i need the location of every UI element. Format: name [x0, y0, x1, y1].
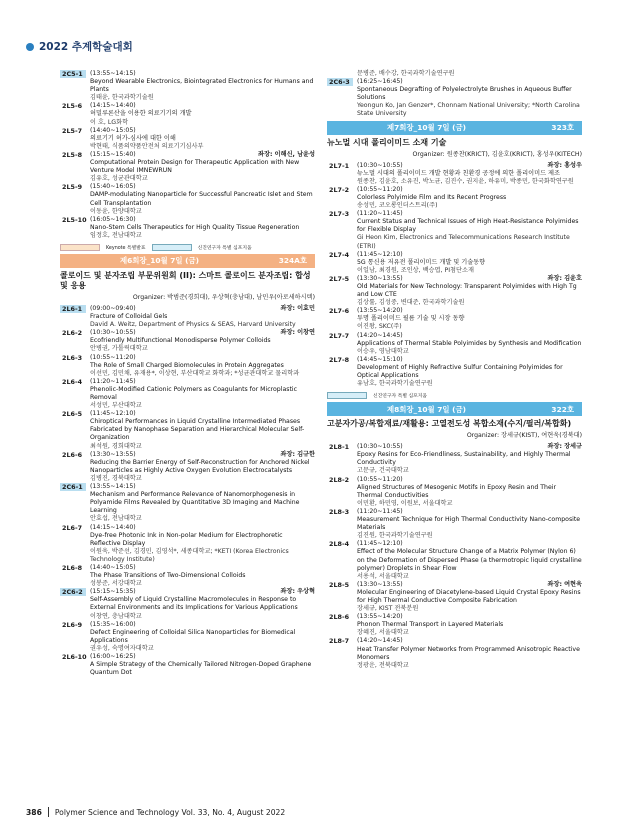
talk-authors: 성봉준, 서강대학교	[90, 580, 142, 588]
page-footer	[26, 807, 285, 817]
time-line	[90, 621, 315, 629]
time-slot: (13:55~14:15)	[90, 483, 136, 491]
talk-title: DAMP-modulating Nanoparticle for Successful Pancreatic Islet and Stem Cell Transplantation	[90, 191, 313, 207]
talk-title: Colorless Polyimide Film and Its Recent Progress	[357, 193, 507, 201]
program-row	[60, 588, 315, 620]
time-line	[90, 378, 315, 386]
talk-title: Chiroptical Performances in Liquid Crystalline Intermediated Phases Fabricated by Nanophase Separation and Hierarchical Molecular Self-Organization	[90, 418, 305, 442]
session-code: 2L6-4	[62, 377, 83, 386]
talk-block	[90, 588, 315, 620]
program-row	[327, 186, 582, 210]
chair-label: 좌장: 여현욱	[547, 580, 582, 588]
chair-label: 좌장: 김윤호	[547, 274, 582, 282]
session-code: 2L6-3	[62, 353, 83, 362]
talk-block	[90, 151, 315, 183]
program-row	[327, 307, 582, 331]
talk-block	[90, 524, 315, 564]
time-slot: (10:30~10:55)	[357, 443, 403, 451]
time-slot: (10:30~10:55)	[357, 161, 403, 169]
talk-title: Measurement Technique for High Thermal Conductivity Nano-composite Materials	[357, 516, 581, 532]
session-code: 2L5-7	[62, 126, 83, 135]
time-slot: (14:40~15:05)	[90, 563, 136, 571]
talk-title: 허밀루론산을 이용한 의료기기의 개발	[90, 110, 192, 118]
session-code: 2L6-8	[62, 563, 83, 572]
time-line	[357, 476, 582, 484]
page-number: 386	[26, 807, 42, 817]
talk-block	[357, 70, 582, 78]
legend	[60, 244, 315, 251]
footer-divider	[48, 807, 49, 817]
session-code: 2L8-2	[329, 475, 350, 484]
session-room-date: 제7회장_10월 7일 (금)	[387, 123, 467, 133]
talk-authors: 문병준, 배수강, 한국과학기술연구원	[357, 70, 455, 77]
time-slot: (10:55~11:20)	[357, 185, 403, 193]
time-slot: (11:20~11:45)	[357, 210, 403, 218]
session-room: 323호	[551, 123, 574, 133]
talk-title: The Phase Transitions of Two-Dimensional Colloids	[90, 572, 246, 580]
talk-block	[357, 613, 582, 637]
chair-label: 좌장: 우상혁	[280, 588, 315, 596]
chair-label: 좌장: 장세규	[547, 443, 582, 451]
time-slot: (13:30~13:55)	[357, 274, 403, 282]
program-row	[60, 183, 315, 215]
talk-authors: 고문규, 건국대학교	[357, 467, 409, 475]
session-code: 2C6-3	[327, 78, 357, 118]
time-line	[357, 78, 582, 86]
talk-authors: 최석원, 경희대학교	[90, 442, 142, 450]
talk-authors: 이선민, 김민채, 유재용*, 이상현, 부산대학교 화학과; *성균관대학교 물리학과	[90, 369, 300, 377]
program-row	[327, 275, 582, 307]
talk-authors: 이민환, 하민영, 이원보, 서울대학교	[357, 499, 453, 507]
time-slot: (10:55~11:20)	[90, 353, 136, 361]
time-slot: (13:30~13:55)	[357, 580, 403, 588]
talk-title: Beyond Wearable Electronics, Biointegrated Electronics for Humans and Plants	[90, 78, 314, 94]
talk-authors: 장혜진, 서울대학교	[357, 629, 409, 637]
talk-title: Old Materials for New Technology: Transparent Polyimides with High Tg and Low CTE	[357, 282, 577, 299]
talk-block	[90, 329, 315, 353]
session-code: 2L6-6	[62, 450, 83, 459]
time-line	[90, 410, 315, 418]
bullet-icon	[26, 43, 34, 51]
chair-label: 좌장: 이창연	[280, 329, 315, 337]
talk-authors: 이 호, LG화학	[90, 118, 129, 126]
session-organizer: Organizer: 박범준(경희대), 우상혁(충남대), 남민우(아로세하시텍)	[132, 293, 315, 301]
session-room-date: 제6회장_10월 7일 (금)	[120, 256, 200, 266]
talk-block	[90, 127, 315, 151]
talk-block	[357, 307, 582, 331]
session-code: 2L8-6	[329, 613, 350, 622]
session-code: 2L7-7	[329, 331, 350, 340]
program-row	[60, 305, 315, 329]
session-code: 2L5-6	[62, 102, 83, 111]
program-row	[327, 210, 582, 250]
talk-title: Fracture of Colloidal Gels	[90, 313, 168, 321]
time-line	[90, 329, 315, 337]
time-slot: (15:35~16:00)	[90, 620, 136, 628]
time-slot: (11:45~12:10)	[90, 410, 136, 418]
talk-block	[357, 476, 582, 508]
program-row	[327, 613, 582, 637]
time-line	[90, 564, 315, 572]
session-code: 2L8-1	[329, 443, 350, 452]
talk-block	[357, 443, 582, 475]
right-column	[327, 70, 582, 670]
time-slot: (14:45~15:10)	[357, 355, 403, 363]
session-code: 2L6-5	[62, 410, 83, 419]
talk-authors: Gi Heon Kim, Electronics and Telecommunications Research Institute (ETRI)	[357, 234, 570, 250]
time-slot: (14:15~14:40)	[90, 102, 136, 110]
program-row	[327, 508, 582, 540]
program-row	[60, 70, 315, 102]
time-line	[90, 127, 315, 135]
program-row	[60, 378, 315, 410]
session-code: 2L7-5	[329, 274, 350, 283]
talk-block	[90, 305, 315, 329]
session-title: 고분자가공/복합재료/재활용: 고열전도성 복합소재(수지/필러/복합화)	[327, 419, 572, 429]
talk-block	[90, 410, 315, 450]
talk-block	[357, 508, 582, 540]
session-code: 2L6-2	[62, 329, 83, 338]
time-line	[357, 186, 582, 194]
talk-authors: 안병권, 가톨릭대학교	[90, 345, 148, 353]
session-code: 2L6-9	[62, 620, 83, 629]
talk-title: Mechanism and Performance Relevance of Nanomorphogenesis in Polyamide Films Revealed by Quantitative 3D Imaging and Machine Learning	[90, 491, 300, 515]
young-swatch	[152, 244, 192, 251]
talk-authors: 이일남, 최경원, 조인상, 백승엽, PI첨단소재	[357, 266, 474, 274]
session-organizer: Organizer: 장세규(KIST), 여현욱(경북대)	[466, 432, 582, 440]
time-slot: (15:40~16:05)	[90, 183, 136, 191]
session-header-bar	[327, 402, 582, 416]
time-line	[357, 275, 582, 283]
time-slot: (14:20~14:45)	[357, 637, 403, 645]
talk-authors: 안효섭, 전남대학교	[90, 515, 142, 523]
talk-authors: 서성민, 부산대학교	[90, 402, 142, 410]
young-swatch	[327, 392, 367, 399]
session-code: 2L8-5	[329, 580, 350, 589]
talk-authors: 이진왕, SKC(주)	[357, 323, 402, 331]
left-column	[60, 70, 315, 677]
program-row	[60, 354, 315, 378]
talk-title: 5G 통신용 저유전 폴리이미드 개발 및 기술동향	[357, 258, 486, 266]
session-code: 2C6-2	[60, 588, 90, 620]
talk-title: A Simple Strategy of the Chemically Tailored Nitrogen-Doped Graphene Quantum Dot	[90, 661, 312, 677]
talk-authors: 장세규, KIST 전북분원	[357, 605, 419, 613]
talk-authors: 서용석, 서울대학교	[357, 572, 409, 580]
journal-name: Polymer Science and Technology Vol. 33, No. 4, August 2022	[54, 807, 286, 817]
young-label: 신진연구자 특별 심포지움	[197, 245, 252, 251]
program-row	[60, 653, 315, 677]
talk-block	[90, 451, 315, 483]
program-row	[327, 332, 582, 356]
program-row	[60, 410, 315, 450]
talk-block	[90, 102, 315, 126]
time-line	[90, 483, 315, 491]
talk-authors: Yeongun Ko, Jan Genzer*, Chonnam National University; *North Carolina State University	[357, 102, 580, 118]
time-slot: (13:55~14:15)	[90, 70, 136, 77]
session-code: 2L5-9	[62, 183, 83, 192]
time-line	[357, 508, 582, 516]
session-title: 콜로이드 및 분자조립 부문위원회 (II): 스마트 콜로이드 분자조립: 합성 및 응용	[60, 270, 311, 290]
time-line	[90, 653, 315, 661]
time-line	[357, 251, 582, 259]
program-row	[60, 564, 315, 588]
talk-title: Defect Engineering of Colloidal Silica Nanoparticles for Biomedical Applications	[90, 628, 296, 644]
talk-authors: 이원욱, 박준선, 김경민, 김영석*, 세종대학교; *KETI (Korea Electronics Technology Institute)	[90, 547, 289, 563]
talk-block	[357, 581, 582, 613]
talk-block	[90, 378, 315, 410]
session-code: 2L8-7	[329, 637, 350, 646]
talk-title: Self-Assembly of Liquid Crystalline Macromolecules in Response to External Environments and its Implications for Various Applications	[90, 596, 298, 612]
talk-title: Reducing the Barrier Energy of Self-Reconstruction for Anchored Nickel Nanoparticles as Highly Active Oxygen Evolution Electrocatalysts	[90, 458, 310, 474]
talk-title: Epoxy Resins for Eco-Friendliness, Sustainability, and Highly Thermal Conductivity	[357, 451, 571, 467]
talk-title: Spontaneous Degrafting of Polyelectrolyte Brushes in Aqueous Buffer Solutions	[357, 86, 572, 102]
talk-block	[90, 354, 315, 378]
time-slot: (16:00~16:25)	[90, 653, 136, 660]
chair-label: 좌장: 김규한	[280, 450, 315, 458]
time-line	[90, 183, 315, 191]
young-label: 신진연구자 특별 심포지움	[373, 394, 428, 400]
program-row	[327, 637, 582, 669]
time-slot: (16:25~16:45)	[357, 78, 403, 86]
talk-authors: 김병진, 경북대학교	[90, 474, 142, 482]
talk-title: Heat Transfer Polymer Networks from Programmed Anisotropic Reactive Monomers	[357, 645, 580, 661]
talk-authors: David A. Weitz, Department of Physics & SEAS, Harvard University	[90, 321, 296, 329]
time-slot: (10:30~10:55)	[90, 329, 136, 337]
program-row	[327, 581, 582, 613]
talk-authors: 이창연, 충남대학교	[90, 612, 142, 620]
talk-block	[357, 332, 582, 356]
talk-title: Applications of Thermal Stable Polyimides by Synthesis and Modification	[357, 339, 582, 347]
time-line	[357, 581, 582, 589]
keynote-label: Keynote 특별발표	[106, 245, 146, 251]
talk-authors: 정광운, 전북대학교	[357, 661, 409, 669]
time-slot: (14:20~14:45)	[357, 331, 403, 339]
talk-title: Dye-free Photonic Ink in Non-polar Medium for Electrophoretic Reflective Display	[90, 531, 283, 547]
session-code: 2L8-4	[329, 540, 350, 549]
time-line	[357, 540, 582, 548]
time-line	[357, 637, 582, 645]
time-slot: (16:05~16:30)	[90, 215, 136, 223]
talk-title: Computational Protein Design for Therapeutic Application with New Venture Model IMNEWRUN	[90, 159, 300, 175]
program-row	[327, 251, 582, 275]
time-slot: (13:55~14:20)	[357, 307, 403, 315]
talk-authors: 권우성, 숙명여자대학교	[90, 644, 154, 652]
time-line	[357, 613, 582, 621]
talk-authors: 임정호, 전남대학교	[90, 231, 142, 239]
chair-label: 좌장: 홍성우	[547, 161, 582, 169]
talk-title: Effect of the Molecular Structure Change of a Matrix Polymer (Nylon 6) on the Deformation of Dispersed Phase (a thermotropic liquid crystalline polymer) Droplets in Shear Flow	[357, 548, 582, 572]
talk-authors: 원종찬, 김윤호, 소유진, 박노균, 김진수, 권지윤, 하유미, 박종민, 한국화학연구원	[357, 177, 574, 185]
time-slot: (11:45~12:10)	[357, 540, 403, 548]
session-code: 2L5-8	[62, 150, 83, 159]
talk-title: Molecular Engineering of Diacetylene-based Liquid Crystal Epoxy Resins for High Thermal Conductive Composite Fabrication	[357, 588, 581, 604]
time-line	[90, 305, 315, 313]
keynote-swatch	[60, 244, 100, 251]
session-header-bar	[327, 121, 582, 135]
talk-title: 의료기기 허가-심사에 대한 이해	[90, 134, 176, 142]
talk-title: Phonon Thermal Transport in Layered Materials	[357, 621, 504, 629]
session-code: 2L5-10	[62, 215, 87, 224]
talk-block	[357, 637, 582, 669]
talk-title: Aligned Structures of Mesogenic Motifs in Epoxy Resin and Their Thermal Conductivities	[357, 483, 557, 499]
program-row	[327, 443, 582, 475]
talk-authors: 박현태, 식품의약품안전처 의료기기심사부	[90, 142, 204, 150]
time-line	[357, 332, 582, 340]
session-code: 2L6-10	[62, 653, 87, 661]
time-line	[90, 451, 315, 459]
talk-title: Phenolic-Modified Cationic Polymers as Coagulants for Microplastic Removal	[90, 385, 298, 401]
program-row	[327, 356, 582, 388]
program-row	[60, 329, 315, 353]
talk-block	[357, 356, 582, 388]
time-slot: (09:00~09:40)	[90, 304, 136, 312]
program-row	[60, 216, 315, 240]
session-title: 뉴노멀 시대 폴리이미드 소재 기술	[327, 137, 447, 147]
program-row	[60, 127, 315, 151]
program-row	[60, 102, 315, 126]
time-slot: (15:15~15:40)	[90, 150, 136, 158]
session-room-date: 제8회장_10월 7일 (금)	[387, 404, 467, 414]
time-slot: (11:20~11:45)	[357, 507, 403, 515]
program-row	[327, 540, 582, 580]
talk-block	[90, 653, 315, 677]
time-line	[90, 524, 315, 532]
session-code: 2L7-6	[329, 307, 350, 316]
talk-block	[90, 216, 315, 240]
talk-block	[357, 251, 582, 275]
talk-block	[357, 210, 582, 250]
talk-title: Ecofriendly Multifunctional Monodisperse Polymer Colloids	[90, 337, 271, 345]
talk-title: 뉴노멀 시대의 폴리이미드 개발 현황과 친환경 공정에 의한 폴리이미드 제조	[357, 169, 560, 177]
program-row	[327, 162, 582, 186]
chair-label: 좌장: 이효민	[280, 304, 315, 312]
time-slot: (13:55~14:20)	[357, 613, 403, 621]
talk-title: Development of Highly Refractive Sulfur Containing Polyimides for Optical Applications	[357, 363, 563, 379]
session-organizer: Organizer: 원종찬(KRICT), 김윤호(KRICT), 홍성우(KITECH)	[412, 150, 582, 158]
session-room: 322호	[551, 404, 574, 414]
talk-block	[90, 564, 315, 588]
time-line	[357, 210, 582, 218]
session-code: 2L7-3	[329, 210, 350, 219]
talk-authors: 김상률, 김성중, 변대준, 한국과학기술원	[357, 299, 465, 307]
session-header-bar	[60, 254, 315, 268]
time-slot: (10:55~11:20)	[357, 475, 403, 483]
talk-title: Current Status and Technical Issues of High Heat-Resistance Polyimides for Flexible Display	[357, 218, 579, 234]
program-row	[60, 451, 315, 483]
time-slot: (14:15~14:40)	[90, 523, 136, 531]
session-code: 2L6-1	[60, 305, 90, 329]
time-slot: (15:15~15:35)	[90, 588, 136, 596]
time-line	[90, 70, 315, 78]
time-line	[90, 354, 315, 362]
program-row	[327, 78, 582, 118]
talk-authors: 김유호, 성균관대학교	[90, 175, 148, 183]
time-line	[357, 443, 582, 451]
program-row	[60, 151, 315, 183]
time-slot: (11:45~12:10)	[357, 250, 403, 258]
time-line	[357, 356, 582, 364]
talk-block	[357, 186, 582, 210]
time-line	[90, 151, 315, 159]
talk-authors: 송성민, 코오롱인더스트리(주)	[357, 202, 438, 210]
time-slot: (11:20~11:45)	[90, 377, 136, 385]
session-code: 2L7-2	[329, 185, 350, 194]
session-code: 2C5-1	[60, 70, 90, 102]
talk-block	[357, 275, 582, 307]
legend-right	[327, 392, 582, 399]
session-code	[327, 70, 357, 78]
talk-title: 투명 폴리이미드 필름 기술 및 시장 동향	[357, 315, 465, 323]
program-row	[327, 70, 582, 78]
time-line	[90, 588, 315, 596]
time-line	[357, 162, 582, 170]
session-code: 2L7-1	[329, 161, 350, 170]
talk-authors: 김진원, 한국과학기술연구원	[357, 532, 433, 540]
program-row	[60, 483, 315, 523]
time-slot: (13:30~13:55)	[90, 450, 136, 458]
talk-block	[357, 540, 582, 580]
talk-block	[90, 70, 315, 102]
talk-block	[90, 183, 315, 215]
talk-authors: 유남호, 한국과학기술연구원	[357, 380, 433, 388]
talk-title: Nano-Stem Cells Therapeutics for High Quality Tissue Regeneration	[90, 223, 300, 231]
session-code: 2L6-7	[62, 523, 83, 532]
talk-title: The Role of Small Charged Biomolecules in Protein Aggregates	[90, 361, 284, 369]
talk-block	[357, 78, 582, 118]
chair-label: 좌장: 이해신, 남윤성	[258, 150, 315, 158]
header-title: 2022 추계학술대회	[39, 41, 133, 53]
program-row	[60, 524, 315, 564]
session-code: 2L7-4	[329, 250, 350, 259]
session-code: 2L8-3	[329, 507, 350, 516]
talk-authors: 이승우, 영남대학교	[357, 347, 409, 355]
session-code: 2L7-8	[329, 355, 350, 364]
session-room: 324A호	[278, 256, 307, 266]
time-line	[90, 216, 315, 224]
talk-block	[90, 483, 315, 523]
time-slot: (14:40~15:05)	[90, 126, 136, 134]
talk-block	[90, 621, 315, 653]
talk-authors: 이동윤, 한양대학교	[90, 207, 142, 215]
program-row	[327, 476, 582, 508]
program-row	[60, 621, 315, 653]
conference-header	[26, 39, 133, 54]
session-code: 2C6-1	[60, 483, 90, 523]
talk-authors: 김태윤, 한국과학기술원	[90, 94, 154, 102]
talk-block	[357, 162, 582, 186]
